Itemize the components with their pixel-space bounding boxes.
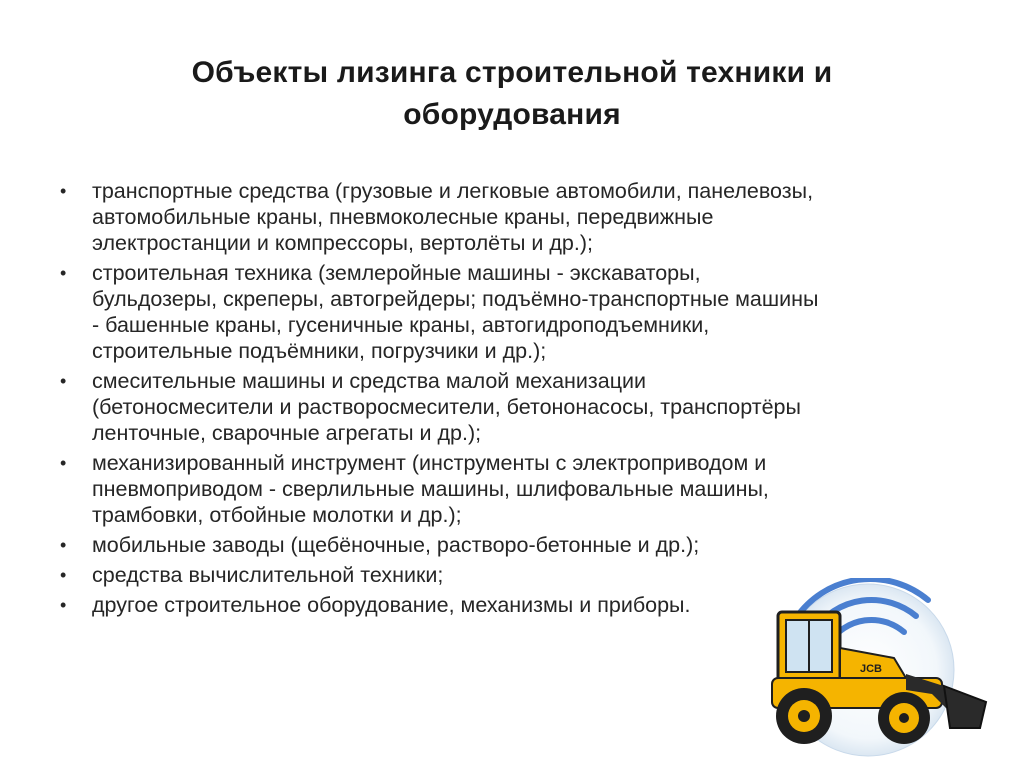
title-line-1: Объекты лизинга строительной техники и — [191, 56, 833, 89]
machine-brand-label: JCB — [860, 663, 883, 675]
bullet-marker: • — [60, 565, 67, 585]
bullet-marker: • — [60, 181, 67, 201]
bullet-text-line: бульдозеры, скреперы, автогрейдеры; подъёмно-транспортные машины — [92, 287, 819, 311]
bullet-text-line: строительная техника (землеройные машины - экскаваторы, — [92, 261, 701, 285]
bullet-text-line: другое строительное оборудование, механизмы и приборы. — [92, 593, 691, 617]
bullet-marker: • — [60, 595, 67, 615]
bullet-text-line: мобильные заводы (щебёночные, растворо-бетонные и др.); — [92, 533, 700, 557]
bullet-text-line: строительные подъёмники, погрузчики и др.); — [92, 339, 547, 363]
backhoe-loader-illustration — [756, 578, 996, 758]
slide-title — [60, 52, 964, 136]
bullet-item — [58, 178, 978, 256]
bullet-text-line: трамбовки, отбойные молотки и др.); — [92, 503, 462, 527]
bullet-list — [58, 178, 978, 622]
bullet-text-line: транспортные средства (грузовые и легковые автомобили, панелевозы, — [92, 179, 814, 203]
bullet-text-line: электростанции и компрессоры, вертолёты и др.); — [92, 231, 593, 255]
bullet-marker: • — [60, 263, 67, 283]
bullet-text-line: пневмоприводом - сверлильные машины, шлифовальные машины, — [92, 477, 769, 501]
bullet-text-line: - башенные краны, гусеничные краны, автогидроподъемники, — [92, 313, 710, 337]
bullet-marker: • — [60, 371, 67, 391]
bullet-text-line: средства вычислительной техники; — [92, 563, 444, 587]
bullet-text-line: механизированный инструмент (инструменты с электроприводом и — [92, 451, 767, 475]
bullet-item — [58, 450, 978, 528]
backhoe-loader-icon — [756, 578, 996, 758]
title-line-2: оборудования — [403, 98, 621, 131]
bullet-text-line: автомобильные краны, пневмоколесные краны, передвижные — [92, 205, 714, 229]
bullet-marker: • — [60, 453, 67, 473]
loader-bucket — [944, 686, 986, 728]
bullet-marker: • — [60, 535, 67, 555]
bullet-text-line: смесительные машины и средства малой механизации — [92, 369, 647, 393]
bullet-item — [58, 532, 978, 558]
bullet-text-line: (бетоносмесители и растворосмесители, бетононасосы, транспортёры — [92, 395, 801, 419]
bullet-item — [58, 260, 978, 364]
bullet-text-line: ленточные, сварочные агрегаты и др.); — [92, 421, 482, 445]
bullet-item — [58, 368, 978, 446]
